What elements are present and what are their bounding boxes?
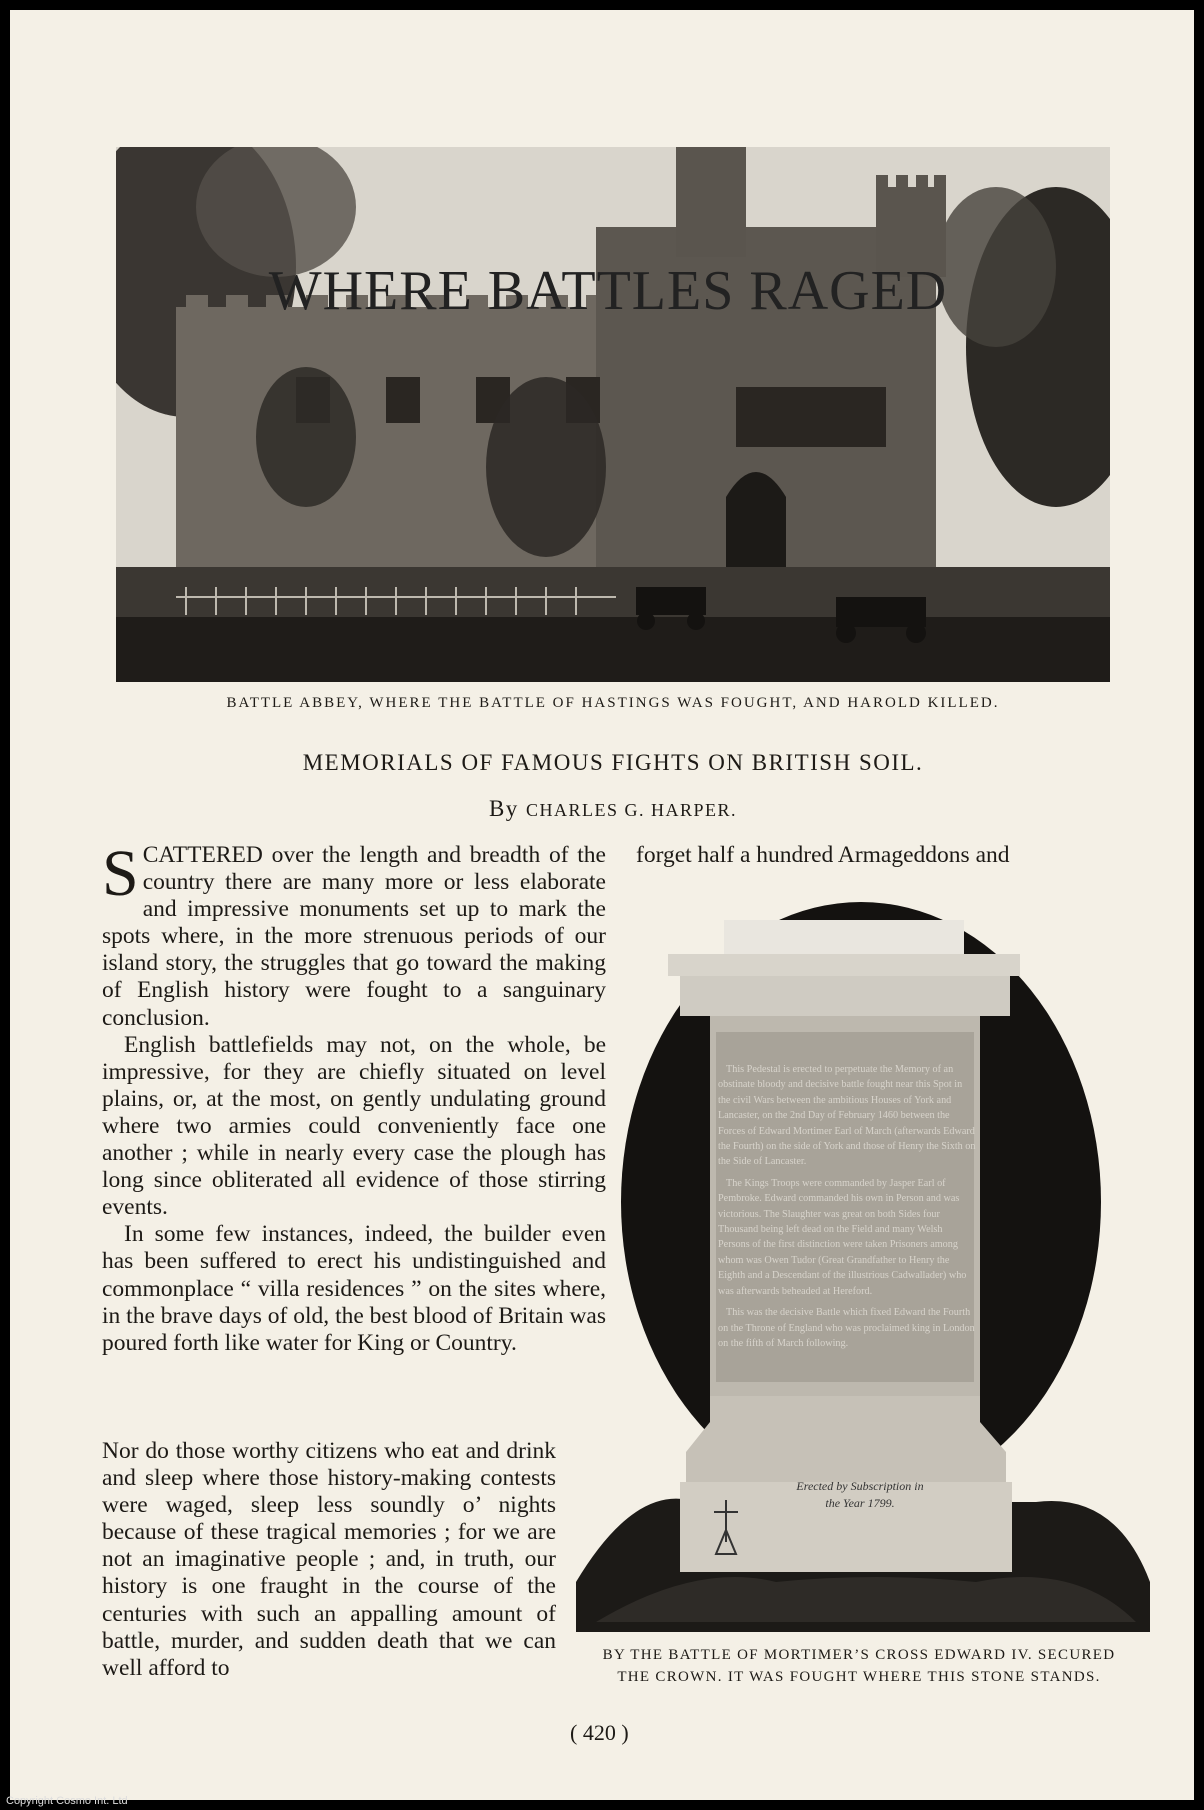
article-subtitle: MEMORIALS OF FAMOUS FIGHTS ON BRITISH SOIL. — [302, 750, 924, 775]
copyright-notice: Copyright Cosmo Int. Ltd — [6, 1795, 128, 1807]
byline-by: By — [488, 796, 519, 821]
monument-caption: BY THE BATTLE OF MORTIMER’S CROSS EDWARD IV. SECURED THE CROWN. IT WAS FOUGHT WHERE THIS STONE STANDS. — [602, 1647, 1116, 1685]
inscription-paragraph-2: The Kings Troops were commanded by Jasper Earl of Pembroke. Edward commanded his own in Person and was victorious. The Slaughter was great on both Sides four Thousand being left dead on the Field and many Welsh Persons of the first distinction were taken Prisoners among whom was Owen Tudor (Great Grandfather to Henry the Eighth and a Descendant of the illustrious Cadwallader) who was afterwards beheaded at Hereford. — [718, 1177, 967, 1297]
photo-caption: BATTLE ABBEY, WHERE THE BATTLE OF HASTINGS WAS FOUGHT, AND HAROLD KILLED. — [226, 695, 1000, 711]
body-column-left-continued — [102, 1438, 556, 1682]
body-column-left — [102, 837, 606, 1357]
paragraph-1: CATTERED over the length and breadth of the country there are many more or less elaborate and impressive monuments set up to mark the spots where, in the more strenuous periods of our island story, the struggles that go toward the making of English history were fought to a sanguinary conclusion. — [102, 842, 606, 1031]
page-number: ( 420 ) — [570, 1720, 629, 1745]
magazine-page — [10, 10, 1194, 1800]
drop-cap: S — [102, 837, 139, 910]
inscription-paragraph-1: This Pedestal is erected to perpetuate the Memory of an obstinate bloody and decisive battle fought near this Spot in the civil Wars between the ambitious Houses of York and Lancaster, on the 2nd Day of February 1460 between the Forces of Edward Mortimer Earl of March (afterwards Edward the Fourth) on the side of York and those of Henry the Sixth on the Side of Lancaster. — [718, 1064, 976, 1168]
paragraph-3b: Nor do those worthy citizens who eat and drink and sleep where those history-making contests were waged, sleep less soundly o’ nights because of these tragical memories ; for we are not an imaginative people ; and, in truth, our history is one fraught in the course of the centuries with such an appalling amount of battle, murder, and sudden death that we can well afford to — [102, 1438, 556, 1681]
paragraph-3a: In some few instances, indeed, the builder even has been suffered to erect his undistinguished and commonplace “ villa residences ” on the sites where, in the brave days of old, the best blood of Britain was poured forth like water for King or Country. — [102, 1221, 606, 1356]
paragraph-2: English battlefields may not, on the whole, be impressive, for they are chiefly situated on level plains, or, at the most, on gently undulating ground where two armies could conveniently face one another ; while in nearly every case the plough has long since obliterated all evidence of those stirring events. — [102, 1031, 606, 1221]
headline: WHERE BATTLES RAGED — [268, 260, 948, 322]
monument-erected-text: Erected by Subscription in the Year 1799. — [796, 1479, 924, 1510]
body-column-right — [636, 842, 1138, 869]
byline-author: CHARLES G. HARPER. — [526, 800, 738, 820]
right-column-text: forget half a hundred Armageddons and — [636, 842, 1010, 868]
battle-abbey-photo — [116, 147, 1110, 682]
inscription-paragraph-3: This was the decisive Battle which fixed Edward the Fourth on the Throne of England who was proclaimed king in London on the fifth of March following. — [718, 1307, 975, 1349]
byline — [116, 796, 1110, 822]
monument-inscription — [718, 1062, 976, 1357]
